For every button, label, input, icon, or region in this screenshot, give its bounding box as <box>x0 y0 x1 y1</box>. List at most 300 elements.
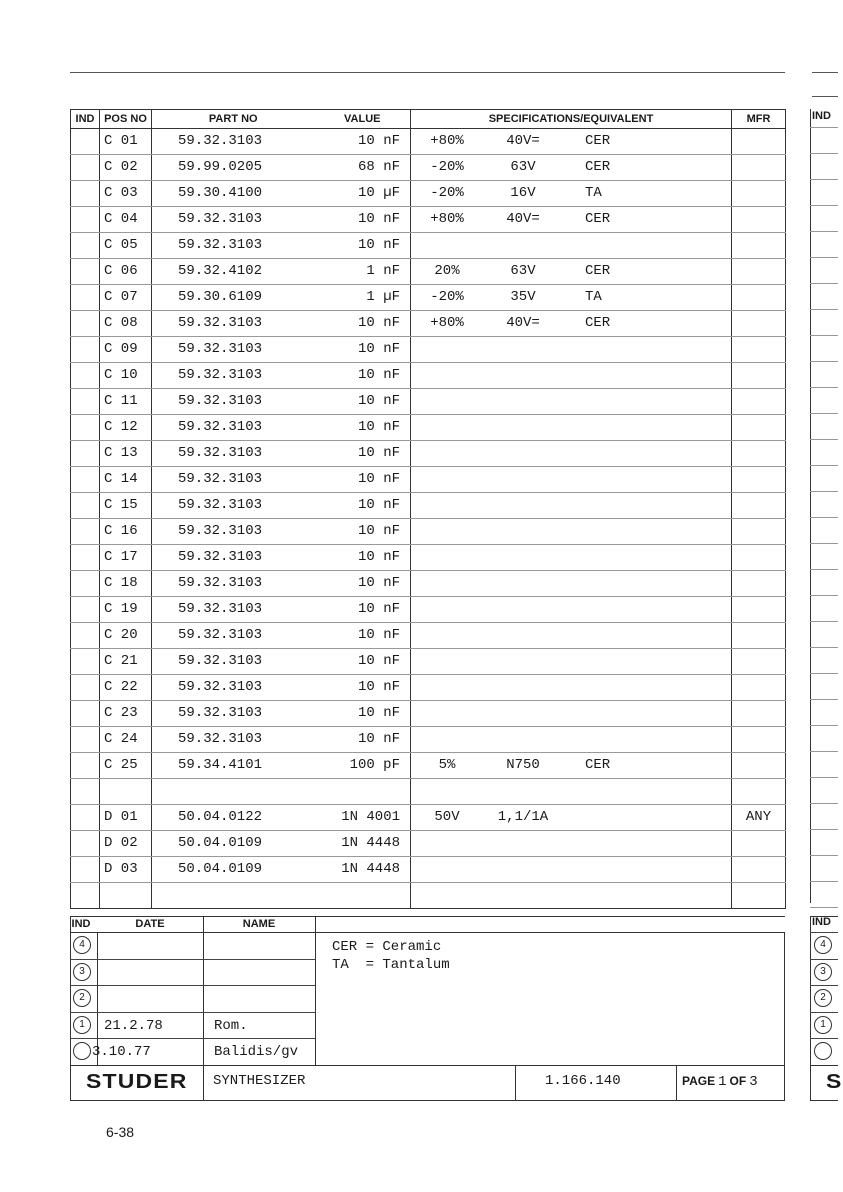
ind-cell <box>71 857 100 883</box>
adjacent-row-line <box>810 543 838 544</box>
pos-no-cell: C 10 <box>100 363 152 389</box>
mfr-cell <box>732 493 786 519</box>
spec-cell <box>411 571 732 597</box>
adjacent-revision-mark-icon: 2 <box>814 989 832 1007</box>
pos-no-cell: D 01 <box>100 805 152 831</box>
part-no-cell: 59.32.3103 <box>152 389 315 415</box>
spec-cell <box>411 727 732 753</box>
mfr-cell <box>732 155 786 181</box>
spec-cell <box>411 883 732 909</box>
part-no-cell <box>152 883 315 909</box>
ind-cell <box>71 779 100 805</box>
pos-no-cell: C 15 <box>100 493 152 519</box>
part-no-cell: 59.32.3103 <box>152 441 315 467</box>
adjacent-row-line <box>810 517 838 518</box>
adjacent-row-line <box>810 751 838 752</box>
value-cell: 10 µF <box>315 181 411 207</box>
spec-rating: 16V <box>510 185 536 201</box>
spec-cell <box>411 779 732 805</box>
part-no-cell: 59.32.3103 <box>152 623 315 649</box>
spec-rating: 40V= <box>506 315 540 331</box>
spec-cell <box>411 415 732 441</box>
table-row <box>71 857 786 883</box>
table-row <box>71 155 786 181</box>
mfr-cell <box>732 415 786 441</box>
pos-no-cell <box>100 883 152 909</box>
adjacent-row-line <box>810 595 838 596</box>
ind-cell <box>71 597 100 623</box>
part-no-cell: 59.32.3103 <box>152 233 315 259</box>
revision-block <box>70 916 785 1101</box>
table-row <box>71 571 786 597</box>
mfr-cell <box>732 831 786 857</box>
mfr-cell <box>732 649 786 675</box>
adjacent-row-line <box>810 673 838 674</box>
part-no-cell: 59.32.3103 <box>152 545 315 571</box>
revision-date: 3.10.77 <box>92 1044 151 1060</box>
mfr-cell <box>732 467 786 493</box>
ind-cell <box>71 207 100 233</box>
spec-type <box>563 805 675 830</box>
revision-mark-icon: 1 <box>73 1016 91 1034</box>
adjacent-row-line <box>810 309 838 310</box>
adjacent-ind-header: IND <box>812 110 831 122</box>
revision-date: 21.2.78 <box>104 1017 163 1034</box>
header-pos-no: POS NO <box>100 110 152 129</box>
table-row <box>71 597 786 623</box>
header-value: VALUE <box>315 110 411 129</box>
spec-cell <box>411 623 732 649</box>
spec-cell <box>411 155 732 181</box>
table-row <box>71 805 786 831</box>
value-cell: 1N 4448 <box>315 831 411 857</box>
mfr-cell <box>732 337 786 363</box>
mfr-cell <box>732 597 786 623</box>
ind-cell <box>71 883 100 909</box>
value-cell: 10 nF <box>315 649 411 675</box>
spec-rating: N750 <box>506 757 540 773</box>
ind-cell <box>71 129 100 155</box>
spec-tolerance: -20% <box>430 159 464 175</box>
revision-mark-icon: 4 <box>73 936 91 954</box>
value-cell: 1 nF <box>315 259 411 285</box>
table-row <box>71 623 786 649</box>
spec-type: CER <box>585 133 611 149</box>
pos-no-cell: C 21 <box>100 649 152 675</box>
table-row <box>71 675 786 701</box>
ind-cell <box>71 233 100 259</box>
mfr-cell <box>732 441 786 467</box>
adjacent-row-line <box>810 283 838 284</box>
part-no-cell: 59.32.4102 <box>152 259 315 285</box>
adjacent-row-line <box>810 413 838 414</box>
table-row <box>71 493 786 519</box>
spec-cell <box>411 597 732 623</box>
table-header-row <box>71 110 786 129</box>
header-part-no: PART NO <box>152 110 315 129</box>
mfr-cell <box>732 727 786 753</box>
pos-no-cell: C 05 <box>100 233 152 259</box>
value-cell: 100 pF <box>315 753 411 779</box>
document-number: 1.166.140 <box>545 1073 621 1089</box>
spec-tolerance: 50V <box>434 809 460 825</box>
mfr-cell <box>732 675 786 701</box>
adjacent-row-line <box>810 257 838 258</box>
adjacent-row-line <box>810 803 838 804</box>
spec-type: TA <box>585 289 602 305</box>
spec-cell <box>411 441 732 467</box>
ind-cell <box>71 467 100 493</box>
spec-tolerance: 5% <box>438 757 456 773</box>
mfr-cell <box>732 623 786 649</box>
spec-rating: 1,1/1A <box>497 809 549 825</box>
mfr-cell <box>732 779 786 805</box>
ind-cell <box>71 389 100 415</box>
adjacent-logo-fragment: S <box>826 1071 843 1093</box>
part-no-cell: 50.04.0122 <box>152 805 315 831</box>
mfr-cell <box>732 233 786 259</box>
value-cell: 10 nF <box>315 675 411 701</box>
revision-mark-icon: 3 <box>73 963 91 981</box>
ind-cell <box>71 337 100 363</box>
part-no-cell <box>152 779 315 805</box>
value-cell <box>315 779 411 805</box>
mfr-cell <box>732 363 786 389</box>
adjacent-row-line <box>810 361 838 362</box>
pos-no-cell: C 24 <box>100 727 152 753</box>
value-cell: 10 nF <box>315 623 411 649</box>
value-cell: 10 nF <box>315 519 411 545</box>
part-no-cell: 59.99.0205 <box>152 155 315 181</box>
pos-no-cell: C 18 <box>100 571 152 597</box>
part-no-cell: 59.32.3103 <box>152 675 315 701</box>
adjacent-row-line <box>810 179 838 180</box>
ind-cell <box>71 649 100 675</box>
ind-cell <box>71 831 100 857</box>
adjacent-row-line <box>810 725 838 726</box>
mfr-cell <box>732 285 786 311</box>
adjacent-row-line <box>810 569 838 570</box>
value-cell: 10 nF <box>315 207 411 233</box>
page-total: 3 <box>749 1074 758 1090</box>
pos-no-cell: C 23 <box>100 701 152 727</box>
page-label: PAGE <box>682 1074 716 1088</box>
part-no-cell: 59.32.3103 <box>152 493 315 519</box>
spec-tolerance: -20% <box>430 289 464 305</box>
rev-header-date: DATE <box>135 918 165 930</box>
part-no-cell: 59.32.3103 <box>152 363 315 389</box>
value-cell: 10 nF <box>315 493 411 519</box>
adjacent-row-line <box>810 621 838 622</box>
value-cell: 1N 4448 <box>315 857 411 883</box>
spec-cell <box>411 857 732 883</box>
pos-no-cell: C 14 <box>100 467 152 493</box>
mfr-cell <box>732 207 786 233</box>
rev-header-ind: IND <box>71 918 91 930</box>
table-row <box>71 467 786 493</box>
spec-type: CER <box>585 757 611 773</box>
spec-cell <box>411 675 732 701</box>
spec-cell <box>411 129 732 155</box>
ind-cell <box>71 727 100 753</box>
pos-no-cell <box>100 779 152 805</box>
spec-rating: 35V <box>510 289 536 305</box>
table-row <box>71 883 786 909</box>
adjacent-row-line <box>810 335 838 336</box>
pos-no-cell: C 04 <box>100 207 152 233</box>
spec-type: CER <box>585 315 611 331</box>
adjacent-revision-mark-icon: 1 <box>814 1016 832 1034</box>
spec-cell <box>411 831 732 857</box>
adjacent-row-line <box>810 387 838 388</box>
table-row <box>71 753 786 779</box>
revision-name: Balidis/gv <box>214 1044 299 1060</box>
spec-type: CER <box>585 211 611 227</box>
revision-name: Rom. <box>214 1017 248 1034</box>
adjacent-rev-ind: IND <box>812 916 831 928</box>
part-no-cell: 59.32.3103 <box>152 467 315 493</box>
spec-cell <box>411 311 732 337</box>
adjacent-revision-mark-icon: 4 <box>814 936 832 954</box>
part-no-cell: 59.32.3103 <box>152 129 315 155</box>
part-no-cell: 59.32.3103 <box>152 727 315 753</box>
pos-no-cell: C 06 <box>100 259 152 285</box>
spec-tolerance: +80% <box>430 133 464 149</box>
value-cell: 10 nF <box>315 571 411 597</box>
mfr-cell: ANY <box>732 805 786 831</box>
pos-no-cell: C 03 <box>100 181 152 207</box>
pos-no-cell: C 22 <box>100 675 152 701</box>
table-row <box>71 701 786 727</box>
spec-tolerance: +80% <box>430 211 464 227</box>
spec-type: CER <box>585 159 611 175</box>
page-current: 1 <box>718 1074 727 1090</box>
table-row <box>71 415 786 441</box>
table-row <box>71 285 786 311</box>
spec-rating: 40V= <box>506 133 540 149</box>
part-no-cell: 59.30.4100 <box>152 181 315 207</box>
adjacent-row-line <box>810 907 838 908</box>
table-row <box>71 831 786 857</box>
pos-no-cell: D 02 <box>100 831 152 857</box>
ind-cell <box>71 545 100 571</box>
spec-cell <box>411 181 732 207</box>
pos-no-cell: C 12 <box>100 415 152 441</box>
spec-tolerance: -20% <box>430 185 464 201</box>
ind-cell <box>71 285 100 311</box>
mfr-cell <box>732 389 786 415</box>
ind-cell <box>71 753 100 779</box>
value-cell: 10 nF <box>315 727 411 753</box>
spec-rating: 63V <box>510 159 536 175</box>
ind-cell <box>71 311 100 337</box>
value-cell: 10 nF <box>315 701 411 727</box>
table-row <box>71 363 786 389</box>
note-line: CER = Ceramic <box>332 939 442 955</box>
adjacent-revision-mark-icon <box>814 1042 832 1060</box>
part-no-cell: 50.04.0109 <box>152 857 315 883</box>
table-row <box>71 311 786 337</box>
adjacent-row-line <box>810 699 838 700</box>
table-row <box>71 259 786 285</box>
studer-logo: STUDER <box>86 1071 188 1093</box>
value-cell: 10 nF <box>315 337 411 363</box>
table-row <box>71 519 786 545</box>
spec-cell <box>411 207 732 233</box>
pos-no-cell: C 25 <box>100 753 152 779</box>
pos-no-cell: C 02 <box>100 155 152 181</box>
mfr-cell <box>732 129 786 155</box>
ind-cell <box>71 623 100 649</box>
header-specifications: SPECIFICATIONS/EQUIVALENT <box>411 110 732 129</box>
table-row <box>71 181 786 207</box>
ind-cell <box>71 519 100 545</box>
value-cell: 10 nF <box>315 597 411 623</box>
adjacent-row-line <box>810 777 838 778</box>
ind-cell <box>71 259 100 285</box>
adjacent-row-line <box>810 205 838 206</box>
rev-header-name: NAME <box>242 918 276 930</box>
table-row <box>71 727 786 753</box>
pos-no-cell: C 13 <box>100 441 152 467</box>
ind-cell <box>71 155 100 181</box>
spec-tolerance: +80% <box>430 315 464 331</box>
pos-no-cell: C 19 <box>100 597 152 623</box>
pos-no-cell: C 09 <box>100 337 152 363</box>
pos-no-cell: C 20 <box>100 623 152 649</box>
mfr-cell <box>732 311 786 337</box>
mfr-cell <box>732 545 786 571</box>
spec-rating: 40V= <box>506 211 540 227</box>
part-no-cell: 59.32.3103 <box>152 207 315 233</box>
value-cell: 10 nF <box>315 363 411 389</box>
part-no-cell: 59.34.4101 <box>152 753 315 779</box>
ind-cell <box>71 493 100 519</box>
revision-mark-icon <box>73 1042 91 1060</box>
spec-cell <box>411 259 732 285</box>
pos-no-cell: C 16 <box>100 519 152 545</box>
adjacent-revision-mark-icon: 3 <box>814 963 832 981</box>
part-no-cell: 59.32.3103 <box>152 571 315 597</box>
value-cell: 10 nF <box>315 311 411 337</box>
parts-list-table <box>70 109 786 909</box>
adjacent-page-edge <box>810 109 839 903</box>
abbreviation-notes <box>332 938 450 974</box>
pos-no-cell: C 07 <box>100 285 152 311</box>
adjacent-row-line <box>810 829 838 830</box>
ind-cell <box>71 181 100 207</box>
document-title: SYNTHESIZER <box>213 1073 306 1089</box>
value-cell: 10 nF <box>315 233 411 259</box>
note-line: TA = Tantalum <box>332 957 450 973</box>
part-no-cell: 59.32.3103 <box>152 519 315 545</box>
value-cell: 10 nF <box>315 129 411 155</box>
part-no-cell: 59.32.3103 <box>152 649 315 675</box>
mfr-cell <box>732 571 786 597</box>
adjacent-row-line <box>810 647 838 648</box>
spec-type: TA <box>585 185 602 201</box>
mfr-cell <box>732 181 786 207</box>
ind-cell <box>71 675 100 701</box>
revision-mark-icon: 2 <box>73 989 91 1007</box>
adjacent-row-line <box>810 153 838 154</box>
pos-no-cell: C 01 <box>100 129 152 155</box>
value-cell: 10 nF <box>315 467 411 493</box>
ind-cell <box>71 363 100 389</box>
spec-cell <box>411 701 732 727</box>
spec-cell <box>411 363 732 389</box>
table-row <box>71 649 786 675</box>
part-no-cell: 50.04.0109 <box>152 831 315 857</box>
table-row <box>71 337 786 363</box>
spec-type: CER <box>585 263 611 279</box>
value-cell: 1N 4001 <box>315 805 411 831</box>
mfr-cell <box>732 753 786 779</box>
table-row <box>71 441 786 467</box>
adjacent-row-line <box>810 881 838 882</box>
pos-no-cell: D 03 <box>100 857 152 883</box>
mfr-cell <box>732 701 786 727</box>
page-number: 6-38 <box>106 1124 135 1140</box>
spec-cell <box>411 805 732 831</box>
top-rule <box>70 72 785 73</box>
page-indicator <box>682 1074 758 1090</box>
spec-cell <box>411 233 732 259</box>
part-no-cell: 59.32.3103 <box>152 597 315 623</box>
value-cell: 1 µF <box>315 285 411 311</box>
spec-cell <box>411 337 732 363</box>
adjacent-row-line <box>810 127 838 128</box>
table-row <box>71 389 786 415</box>
ind-cell <box>71 701 100 727</box>
spec-cell <box>411 753 732 779</box>
pos-no-cell: C 11 <box>100 389 152 415</box>
value-cell: 68 nF <box>315 155 411 181</box>
value-cell: 10 nF <box>315 545 411 571</box>
adjacent-rule <box>812 96 838 97</box>
ind-cell <box>71 571 100 597</box>
mfr-cell <box>732 883 786 909</box>
table-row <box>71 233 786 259</box>
adjacent-row-line <box>810 855 838 856</box>
part-no-cell: 59.30.6109 <box>152 285 315 311</box>
ind-cell <box>71 415 100 441</box>
value-cell: 10 nF <box>315 389 411 415</box>
part-no-cell: 59.32.3103 <box>152 701 315 727</box>
spec-cell <box>411 493 732 519</box>
mfr-cell <box>732 259 786 285</box>
adjacent-row-line <box>810 491 838 492</box>
mfr-cell <box>732 857 786 883</box>
table-row <box>71 545 786 571</box>
part-no-cell: 59.32.3103 <box>152 337 315 363</box>
ind-cell <box>71 441 100 467</box>
spec-cell <box>411 519 732 545</box>
spec-cell <box>411 285 732 311</box>
header-mfr: MFR <box>732 110 786 129</box>
adjacent-row-line <box>810 231 838 232</box>
spec-cell <box>411 545 732 571</box>
value-cell <box>315 883 411 909</box>
adjacent-row-line <box>810 439 838 440</box>
spec-cell <box>411 389 732 415</box>
top-rule-right <box>812 72 838 73</box>
ind-cell <box>71 805 100 831</box>
pos-no-cell: C 17 <box>100 545 152 571</box>
adjacent-row-line <box>810 465 838 466</box>
pos-no-cell: C 08 <box>100 311 152 337</box>
table-row <box>71 207 786 233</box>
